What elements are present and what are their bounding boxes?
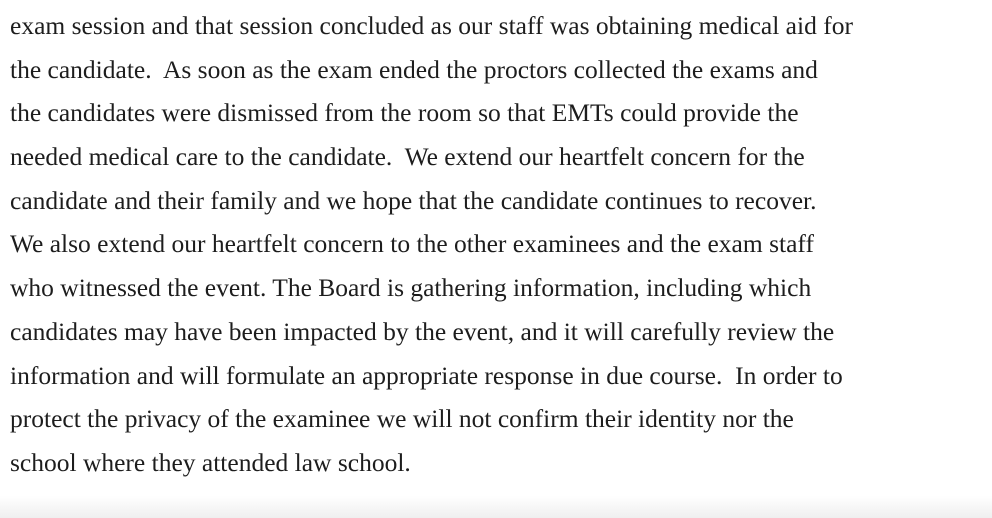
paragraph-line: the candidate. As soon as the exam ended the proctors collected the exams and [10,54,818,84]
paragraph-line: the candidates were dismissed from the room so that EMTs could provide the [10,98,799,128]
paragraph-line: candidates may have been impacted by the event, and it will carefully review the [10,316,835,346]
paragraph-line: We also extend our heartfelt concern to the other examinees and the exam staff [10,229,814,259]
statement-paragraph [10,4,985,485]
paragraph-line: school where they attended law school. [10,447,411,477]
paragraph-line: information and will formulate an appropriate response in due course. In order to [10,360,843,390]
bottom-edge-shade [0,496,992,518]
paragraph-line: protect the privacy of the examinee we will not confirm their identity nor the [10,404,794,434]
paragraph-line: needed medical care to the candidate. We extend our heartfelt concern for the [10,142,805,172]
paragraph-line: exam session and that session concluded as our staff was obtaining medical aid for [10,11,853,40]
paragraph-line: candidate and their family and we hope that the candidate continues to recover. [10,185,817,215]
paragraph-line: who witnessed the event. The Board is gathering information, including which [10,273,812,303]
